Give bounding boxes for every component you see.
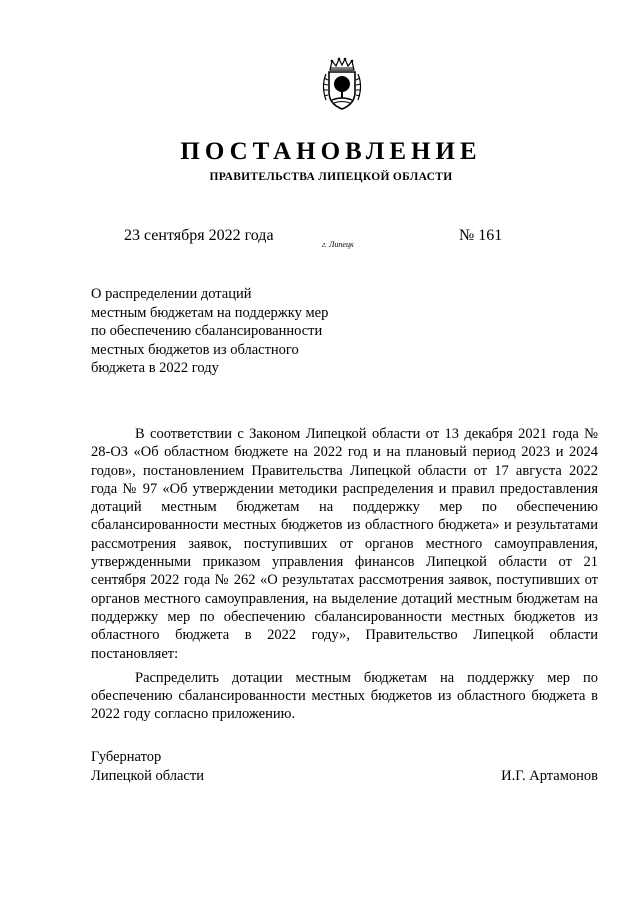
subject-line: по обеспечению сбалансированности: [91, 323, 323, 339]
subject-line: бюджета в 2022 году: [91, 360, 219, 376]
subject-line: местных бюджетов из областного: [91, 341, 299, 358]
subject-line: О распределении дотаций: [91, 286, 252, 302]
document-title: ПОСТАНОВЛЕНИЕ: [180, 138, 482, 165]
signatory-position: Губернатор: [91, 749, 162, 765]
document-date: 23 сентября 2022 года: [124, 227, 274, 244]
signatory-name: И.Г. Артамонов: [501, 767, 598, 784]
signatory-region: Липецкой области: [91, 767, 204, 784]
document-subject: [91, 285, 391, 378]
body-paragraph-preamble: В соответствии с Законом Липецкой области от 13 декабря 2021 года № 28-ОЗ «Об областном бюджете на 2022 год и на плановый период 2023 и 2024 годов», постановлением Правительства Липецкой области от 17 августа 2022 года № 97 «Об утверждении методики распределения и правил предоставления дотаций местным бюджетам на поддержку мер по обеспечению сбалансированности местных бюджетов из областного бюджета» и результатами рассмотрения заявок, поступивших от органов местного самоуправления, утвержденными приказом управления финансов Липецкой области от 21 сентября 2022 года № 262 «О результатах рассмотрения заявок, поступивших от органов местного самоуправления, на выделение дотаций местным бюджетам на поддержку мер по обеспечению сбалансированности местных бюджетов из областного бюджета в 2022 году», Правительство Липецкой области постановляет:: [91, 426, 598, 662]
signature-block: [91, 748, 598, 785]
document-body: [91, 425, 598, 724]
subject-line: местным бюджетам на поддержку мер: [91, 304, 329, 321]
document-city: г. Липецк: [322, 240, 354, 249]
document-number: № 161: [459, 227, 503, 244]
document-subtitle: ПРАВИТЕЛЬСТВА ЛИПЕЦКОЙ ОБЛАСТИ: [209, 171, 453, 183]
body-paragraph-resolution: Распределить дотации местным бюджетам на поддержку мер по обеспечению сбалансированности местных бюджетов из областного бюджета в 2022 году согласно приложению.: [91, 669, 598, 723]
coat-of-arms-icon: [320, 56, 364, 112]
